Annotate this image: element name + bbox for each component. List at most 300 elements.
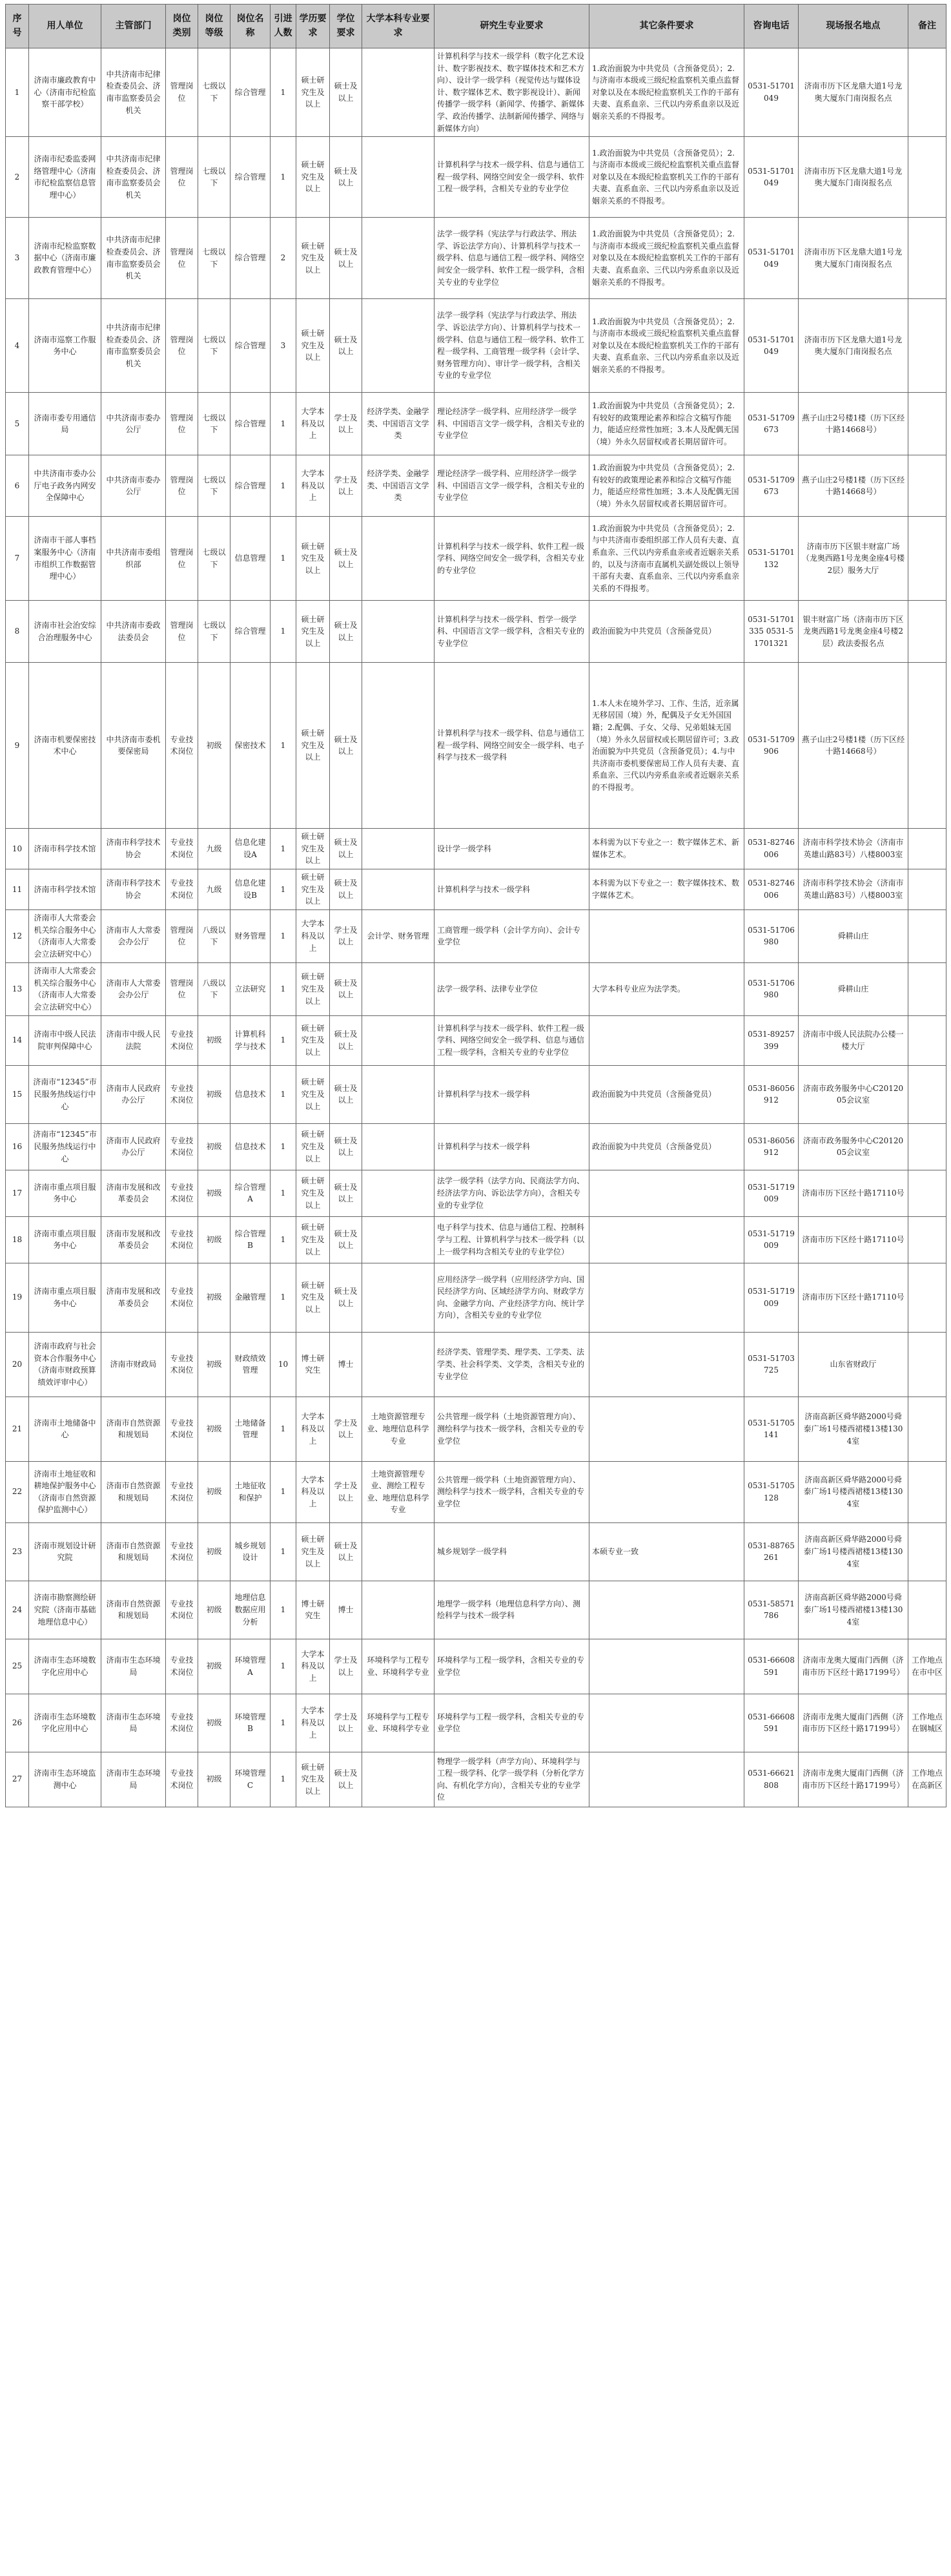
cell-post-level: 初级: [198, 1639, 230, 1694]
cell-undergrad-major: 环境科学与工程专业、环境科学专业: [362, 1639, 435, 1694]
cell-department: 济南市发展和改革委员会: [101, 1170, 166, 1216]
cell-department: 济南市生态环境局: [101, 1639, 166, 1694]
cell-degree: 硕士及以上: [330, 1170, 362, 1216]
cell-undergrad-major: [362, 1263, 435, 1332]
cell-post-level: 八级以下: [198, 962, 230, 1015]
cell-unit: 济南市纪委监委网络管理中心（济南市纪检监察信息管理中心）: [29, 137, 101, 218]
cell-education: 硕士研究生及以上: [296, 1170, 330, 1216]
cell-phone: 0531-51701049: [744, 218, 799, 299]
cell-undergrad-major: [362, 1123, 435, 1170]
cell-post-level: 初级: [198, 1015, 230, 1065]
cell-education: 硕士研究生及以上: [296, 829, 330, 869]
cell-post-name: 综合管理: [230, 455, 271, 517]
cell-index: 27: [6, 1752, 29, 1807]
cell-undergrad-major: [362, 1170, 435, 1216]
cell-post-name: 环境管理B: [230, 1694, 271, 1752]
cell-degree: 硕士及以上: [330, 1522, 362, 1581]
cell-other-requirements: [589, 1216, 744, 1263]
cell-education: 大学本科及以上: [296, 909, 330, 962]
cell-education: 大学本科及以上: [296, 1397, 330, 1461]
col-header-index: 序号: [6, 5, 29, 48]
cell-undergrad-major: [362, 1065, 435, 1123]
cell-post-name: 综合管理: [230, 137, 271, 218]
cell-registration-site: 银丰财富广场（济南市历下区龙奥西路1号龙奥金座4号楼2层）政法委报名点: [799, 601, 908, 663]
cell-index: 16: [6, 1123, 29, 1170]
cell-post-name: 综合管理: [230, 48, 271, 137]
cell-unit: 济南市干部人事档案服务中心（济南市组织工作数据管理中心）: [29, 517, 101, 601]
cell-post-category: 管理岗位: [166, 601, 198, 663]
cell-education: 硕士研究生及以上: [296, 299, 330, 393]
table-row: [6, 1015, 946, 1065]
cell-department: 济南市生态环境局: [101, 1694, 166, 1752]
cell-remarks: 工作地点在钢城区: [908, 1694, 946, 1752]
cell-post-name: 环境管理A: [230, 1639, 271, 1694]
cell-registration-site: 燕子山庄2号楼1楼（历下区经十路14668号）: [799, 455, 908, 517]
table-row: [6, 1752, 946, 1807]
cell-graduate-major: 计算机科学与技术一级学科（数字化艺术设计、数字影视技术、数字媒体技术和艺术方向）、设计学一级学科（视觉传达与媒体设计、数字媒体艺术、数字影视设计）、新闻传播学一级学科（新闻学、传播学、新媒体学、政治传播学、法制新闻传播学、网络与新媒体方向）: [435, 48, 589, 137]
cell-registration-site: 济南市龙奥大厦南门西侧（济南市历下区经十路17199号）: [799, 1752, 908, 1807]
cell-post-level: 初级: [198, 1332, 230, 1397]
cell-graduate-major: 环境科学与工程一级学科，含相关专业的专业学位: [435, 1639, 589, 1694]
cell-other-requirements: 本硕专业一致: [589, 1522, 744, 1581]
cell-post-level: 初级: [198, 1216, 230, 1263]
cell-post-level: 七级以下: [198, 455, 230, 517]
cell-registration-site: 济南高新区舜华路2000号舜泰广场1号楼西裙楼13楼1304室: [799, 1522, 908, 1581]
table-row: [6, 1694, 946, 1752]
cell-education: 硕士研究生及以上: [296, 869, 330, 909]
cell-headcount: 1: [271, 829, 296, 869]
cell-post-category: 专业技术岗位: [166, 1015, 198, 1065]
cell-registration-site: 济南市历下区经十路17110号: [799, 1216, 908, 1263]
cell-unit: 济南市生态环境数字化应用中心: [29, 1639, 101, 1694]
cell-index: 3: [6, 218, 29, 299]
cell-index: 13: [6, 962, 29, 1015]
cell-other-requirements: [589, 1461, 744, 1522]
cell-index: 22: [6, 1461, 29, 1522]
col-header-post-name: 岗位名称: [230, 5, 271, 48]
table-row: [6, 1065, 946, 1123]
cell-degree: 硕士及以上: [330, 517, 362, 601]
cell-unit: 中共济南市委办公厅电子政务内网安全保障中心: [29, 455, 101, 517]
cell-undergrad-major: 土地资源管理专业、地理信息科学专业: [362, 1397, 435, 1461]
cell-headcount: 1: [271, 1461, 296, 1522]
cell-graduate-major: 法学一级学科（宪法学与行政法学、刑法学、诉讼法学方向）、计算机科学与技术一级学科、信息与通信工程一级学科、网络空间安全一级学科、软件工程一级学科，含相关专业的专业学位: [435, 218, 589, 299]
cell-registration-site: 济南高新区舜华路2000号舜泰广场1号楼西裙楼13楼1304室: [799, 1581, 908, 1639]
cell-unit: 济南市委专用通信局: [29, 393, 101, 455]
cell-department: 济南市财政局: [101, 1332, 166, 1397]
cell-graduate-major: 计算机科学与技术一级学科、信息与通信工程一级学科、网络空间安全一级学科、电子科学与技术一级学科: [435, 663, 589, 829]
cell-degree: 硕士及以上: [330, 1015, 362, 1065]
cell-unit: 济南市勘察测绘研究院（济南市基础地理信息中心）: [29, 1581, 101, 1639]
cell-post-name: 信息化建设A: [230, 829, 271, 869]
cell-post-category: 专业技术岗位: [166, 1397, 198, 1461]
cell-post-name: 城乡规划设计: [230, 1522, 271, 1581]
cell-degree: 硕士及以上: [330, 869, 362, 909]
cell-remarks: [908, 299, 946, 393]
cell-remarks: [908, 1123, 946, 1170]
cell-headcount: 1: [271, 601, 296, 663]
cell-degree: 硕士及以上: [330, 1065, 362, 1123]
cell-degree: 硕士及以上: [330, 1752, 362, 1807]
cell-degree: 学士及以上: [330, 455, 362, 517]
cell-other-requirements: 1.政治面貌为中共党员（含预备党员）；2.有较好的政策理论素养和综合文稿写作能力，能适应经常性加班；3.本人及配偶无国（境）外永久居留权或者长期居留许可。: [589, 455, 744, 517]
cell-degree: 硕士及以上: [330, 1263, 362, 1332]
cell-phone: 0531-66608591: [744, 1694, 799, 1752]
cell-graduate-major: 地理学一级学科（地理信息科学方向）、测绘科学与技术一级学科: [435, 1581, 589, 1639]
cell-graduate-major: 公共管理一级学科（土地资源管理方向）、测绘科学与技术一级学科，含相关专业的专业学位: [435, 1397, 589, 1461]
cell-index: 1: [6, 48, 29, 137]
cell-unit: 济南市纪检监察数据中心（济南市廉政教育管理中心）: [29, 218, 101, 299]
header-row: [6, 5, 946, 48]
cell-department: 济南市自然资源和规划局: [101, 1581, 166, 1639]
cell-post-name: 土地征收和保护: [230, 1461, 271, 1522]
cell-index: 19: [6, 1263, 29, 1332]
cell-unit: 济南市生态环境数字化应用中心: [29, 1694, 101, 1752]
cell-degree: 学士及以上: [330, 1694, 362, 1752]
cell-department: 中共济南市纪律检查委员会、济南市监察委员会机关: [101, 299, 166, 393]
cell-post-category: 专业技术岗位: [166, 1332, 198, 1397]
cell-degree: 硕士及以上: [330, 962, 362, 1015]
cell-graduate-major: 物理学一级学科（声学方向）、环境科学与工程一级学科、化学一级学科（分析化学方向、有机化学方向），含相关专业的专业学位: [435, 1752, 589, 1807]
cell-registration-site: 济南高新区舜华路2000号舜泰广场1号楼西裙楼13楼1304室: [799, 1397, 908, 1461]
table-row: [6, 1170, 946, 1216]
cell-department: 济南市人民政府办公厅: [101, 1123, 166, 1170]
cell-post-category: 管理岗位: [166, 299, 198, 393]
cell-graduate-major: 环境科学与工程一级学科，含相关专业的专业学位: [435, 1694, 589, 1752]
cell-post-category: 专业技术岗位: [166, 1170, 198, 1216]
cell-remarks: 工作地点在市中区: [908, 1639, 946, 1694]
cell-undergrad-major: 环境科学与工程专业、环境科学专业: [362, 1694, 435, 1752]
cell-post-category: 专业技术岗位: [166, 1694, 198, 1752]
cell-remarks: 工作地点在高新区: [908, 1752, 946, 1807]
cell-remarks: [908, 1397, 946, 1461]
cell-headcount: 1: [271, 1694, 296, 1752]
cell-headcount: 1: [271, 48, 296, 137]
cell-registration-site: 舜耕山庄: [799, 909, 908, 962]
cell-post-category: 专业技术岗位: [166, 869, 198, 909]
cell-education: 硕士研究生及以上: [296, 1522, 330, 1581]
cell-undergrad-major: [362, 869, 435, 909]
cell-department: 济南市中级人民法院: [101, 1015, 166, 1065]
col-header-headcount: 引进人数: [271, 5, 296, 48]
cell-undergrad-major: 土地资源管理专业、测绘工程专业、地理信息科学专业: [362, 1461, 435, 1522]
cell-unit: 济南市重点项目服务中心: [29, 1170, 101, 1216]
cell-registration-site: 济南市中级人民法院办公楼一楼大厅: [799, 1015, 908, 1065]
cell-post-name: 信息技术: [230, 1065, 271, 1123]
table-row: [6, 48, 946, 137]
cell-other-requirements: [589, 909, 744, 962]
cell-degree: 硕士及以上: [330, 1123, 362, 1170]
cell-post-category: 专业技术岗位: [166, 1581, 198, 1639]
cell-education: 博士研究生: [296, 1332, 330, 1397]
cell-graduate-major: 法学一级学科（宪法学与行政法学、刑法学、诉讼法学方向）、计算机科学与技术一级学科、信息与通信工程一级学科、软件工程一级学科、工商管理一级学科（会计学、财务管理方向）、审计学一级学科，含相关专业的专业学位: [435, 299, 589, 393]
cell-unit: 济南市廉政教育中心（济南市纪检监察干部学校）: [29, 48, 101, 137]
cell-graduate-major: 计算机科学与技术一级学科: [435, 1123, 589, 1170]
cell-other-requirements: [589, 1332, 744, 1397]
cell-department: 中共济南市委办公厅: [101, 393, 166, 455]
cell-phone: 0531-51709673: [744, 393, 799, 455]
cell-department: 中共济南市纪律检查委员会、济南市监察委员会机关: [101, 48, 166, 137]
cell-graduate-major: 计算机科学与技术一级学科、软件工程一级学科、网络空间安全一级学科，含相关专业的专业学位: [435, 517, 589, 601]
col-header-undergrad-major: 大学本科专业要求: [362, 5, 435, 48]
cell-registration-site: 济南市历下区龙鼎大道1号龙奥大厦东门南岗报名点: [799, 218, 908, 299]
cell-post-level: 初级: [198, 1065, 230, 1123]
cell-phone: 0531-51719009: [744, 1170, 799, 1216]
cell-post-level: 初级: [198, 1123, 230, 1170]
cell-remarks: [908, 393, 946, 455]
cell-headcount: 1: [271, 962, 296, 1015]
cell-unit: 济南市“12345”市民服务热线运行中心: [29, 1123, 101, 1170]
cell-education: 硕士研究生及以上: [296, 1752, 330, 1807]
cell-department: 中共济南市纪律检查委员会、济南市监察委员会机关: [101, 218, 166, 299]
cell-headcount: 3: [271, 299, 296, 393]
cell-department: 中共济南市委机要保密局: [101, 663, 166, 829]
cell-department: 中共济南市委办公厅: [101, 455, 166, 517]
recruitment-table-container: [5, 4, 946, 1807]
cell-graduate-major: 经济学类、管理学类、理学类、工学类、法学类、社会科学类、文学类，含相关专业的专业学位: [435, 1332, 589, 1397]
cell-undergrad-major: [362, 48, 435, 137]
cell-other-requirements: 本科需为以下专业之一：数字媒体艺术、新媒体艺术。: [589, 829, 744, 869]
cell-education: 硕士研究生及以上: [296, 517, 330, 601]
cell-post-name: 金融管理: [230, 1263, 271, 1332]
cell-unit: 济南市科学技术馆: [29, 829, 101, 869]
table-row: [6, 1581, 946, 1639]
cell-registration-site: 济南市历下区龙鼎大道1号龙奥大厦东门南岗报名点: [799, 48, 908, 137]
col-header-remarks: 备注: [908, 5, 946, 48]
cell-department: 济南市人民政府办公厅: [101, 1065, 166, 1123]
cell-degree: 博士: [330, 1581, 362, 1639]
table-row: [6, 1639, 946, 1694]
cell-education: 大学本科及以上: [296, 393, 330, 455]
cell-graduate-major: 理论经济学一级学科、应用经济学一级学科、中国语言文学一级学科，含相关专业的专业学位: [435, 393, 589, 455]
cell-degree: 学士及以上: [330, 393, 362, 455]
cell-undergrad-major: [362, 218, 435, 299]
cell-phone: 0531-51703725: [744, 1332, 799, 1397]
col-header-post-category: 岗位类别: [166, 5, 198, 48]
cell-other-requirements: 1.政治面貌为中共党员（含预备党员）；2.与中共济南市委组织部工作人员有夫妻、直系血亲、三代以内旁系血亲或者近姻亲关系的，以及与济南市直属机关副处级以上领导干部有夫妻、直系血亲、三代以内旁系血亲关系的不得报考。: [589, 517, 744, 601]
cell-headcount: 1: [271, 1581, 296, 1639]
cell-headcount: 1: [271, 1397, 296, 1461]
cell-education: 硕士研究生及以上: [296, 1263, 330, 1332]
cell-post-level: 九级: [198, 829, 230, 869]
cell-registration-site: 燕子山庄2号楼1楼（历下区经十路14668号）: [799, 393, 908, 455]
cell-post-level: 七级以下: [198, 601, 230, 663]
col-header-phone: 咨询电话: [744, 5, 799, 48]
cell-post-category: 管理岗位: [166, 962, 198, 1015]
cell-post-category: 专业技术岗位: [166, 1461, 198, 1522]
cell-unit: 济南市人大常委会机关综合服务中心（济南市人大常委会立法研究中心）: [29, 962, 101, 1015]
cell-index: 15: [6, 1065, 29, 1123]
cell-unit: 济南市生态环境监测中心: [29, 1752, 101, 1807]
cell-undergrad-major: [362, 1752, 435, 1807]
cell-registration-site: 山东省财政厅: [799, 1332, 908, 1397]
table-row: [6, 393, 946, 455]
cell-post-category: 专业技术岗位: [166, 1065, 198, 1123]
cell-post-name: 信息管理: [230, 517, 271, 601]
cell-remarks: [908, 909, 946, 962]
cell-headcount: 1: [271, 869, 296, 909]
cell-unit: 济南市中级人民法院审判保障中心: [29, 1015, 101, 1065]
cell-post-level: 初级: [198, 1752, 230, 1807]
cell-post-category: 管理岗位: [166, 517, 198, 601]
cell-remarks: [908, 601, 946, 663]
cell-remarks: [908, 1461, 946, 1522]
table-row: [6, 962, 946, 1015]
cell-remarks: [908, 663, 946, 829]
cell-post-category: 管理岗位: [166, 218, 198, 299]
cell-education: 大学本科及以上: [296, 455, 330, 517]
cell-index: 6: [6, 455, 29, 517]
cell-index: 23: [6, 1522, 29, 1581]
cell-remarks: [908, 1015, 946, 1065]
cell-post-name: 财政绩效管理: [230, 1332, 271, 1397]
cell-graduate-major: 应用经济学一级学科（应用经济学方向、国民经济学方向、区域经济学方向、财政学方向、金融学方向、产业经济学方向、统计学方向），含相关专业的专业学位: [435, 1263, 589, 1332]
cell-index: 2: [6, 137, 29, 218]
cell-undergrad-major: 会计学、财务管理: [362, 909, 435, 962]
cell-headcount: 1: [271, 1015, 296, 1065]
cell-post-name: 信息化建设B: [230, 869, 271, 909]
cell-post-level: 七级以下: [198, 393, 230, 455]
cell-undergrad-major: 经济学类、金融学类、中国语言文学类: [362, 455, 435, 517]
cell-index: 7: [6, 517, 29, 601]
cell-headcount: 1: [271, 455, 296, 517]
table-row: [6, 663, 946, 829]
cell-post-name: 地理信息数据应用分析: [230, 1581, 271, 1639]
cell-education: 大学本科及以上: [296, 1461, 330, 1522]
cell-phone: 0531-51706980: [744, 909, 799, 962]
cell-degree: 学士及以上: [330, 1461, 362, 1522]
cell-graduate-major: 计算机科学与技术一级学科、哲学一级学科、中国语言文学一级学科，含相关专业的专业学位: [435, 601, 589, 663]
cell-index: 11: [6, 869, 29, 909]
cell-unit: 济南市重点项目服务中心: [29, 1216, 101, 1263]
cell-remarks: [908, 1216, 946, 1263]
cell-registration-site: 济南高新区舜华路2000号舜泰广场1号楼西裙楼13楼1304室: [799, 1461, 908, 1522]
table-row: [6, 1263, 946, 1332]
cell-registration-site: 济南市科学技术协会（济南市英雄山路83号）八楼8003室: [799, 869, 908, 909]
cell-graduate-major: 计算机科学与技术一级学科、信息与通信工程一级学科、网络空间安全一级学科、软件工程一级学科，含相关专业的专业学位: [435, 137, 589, 218]
cell-undergrad-major: [362, 1015, 435, 1065]
cell-post-name: 综合管理: [230, 218, 271, 299]
cell-unit: 济南市“12345”市民服务热线运行中心: [29, 1065, 101, 1123]
cell-phone: 0531-51719009: [744, 1216, 799, 1263]
cell-post-category: 专业技术岗位: [166, 829, 198, 869]
cell-unit: 济南市机要保密技术中心: [29, 663, 101, 829]
cell-other-requirements: 大学本科专业应为法学类。: [589, 962, 744, 1015]
cell-other-requirements: 政治面貌为中共党员（含预备党员）: [589, 1123, 744, 1170]
cell-phone: 0531-88765261: [744, 1522, 799, 1581]
cell-phone: 0531-58571786: [744, 1581, 799, 1639]
cell-undergrad-major: [362, 829, 435, 869]
cell-education: 硕士研究生及以上: [296, 48, 330, 137]
table-row: [6, 137, 946, 218]
cell-remarks: [908, 455, 946, 517]
cell-index: 12: [6, 909, 29, 962]
cell-headcount: 1: [271, 1123, 296, 1170]
cell-unit: 济南市重点项目服务中心: [29, 1263, 101, 1332]
cell-graduate-major: 工商管理一级学科（会计学方向）、会计专业学位: [435, 909, 589, 962]
cell-other-requirements: [589, 1170, 744, 1216]
table-row: [6, 909, 946, 962]
cell-other-requirements: 1.政治面貌为中共党员（含预备党员）；2.与济南市本级或三级纪检监察机关重点监督对象以及在本级纪检监察机关工作的干部有夫妻、直系血亲、三代以内旁系血亲以及近姻亲关系的不得报考。: [589, 218, 744, 299]
cell-headcount: 1: [271, 1263, 296, 1332]
cell-post-category: 管理岗位: [166, 393, 198, 455]
cell-other-requirements: [589, 1015, 744, 1065]
cell-phone: 0531-51719009: [744, 1263, 799, 1332]
cell-headcount: 1: [271, 1522, 296, 1581]
cell-post-level: 七级以下: [198, 48, 230, 137]
cell-headcount: 1: [271, 1639, 296, 1694]
cell-post-level: 八级以下: [198, 909, 230, 962]
cell-post-category: 专业技术岗位: [166, 1263, 198, 1332]
cell-department: 济南市人大常委会办公厅: [101, 909, 166, 962]
cell-department: 济南市科学技术协会: [101, 829, 166, 869]
cell-index: 18: [6, 1216, 29, 1263]
col-header-degree: 学位要求: [330, 5, 362, 48]
cell-degree: 硕士及以上: [330, 137, 362, 218]
cell-education: 大学本科及以上: [296, 1639, 330, 1694]
table-row: [6, 601, 946, 663]
cell-unit: 济南市巡察工作服务中心: [29, 299, 101, 393]
cell-post-category: 管理岗位: [166, 48, 198, 137]
cell-education: 硕士研究生及以上: [296, 962, 330, 1015]
cell-headcount: 1: [271, 1065, 296, 1123]
cell-post-level: 初级: [198, 1581, 230, 1639]
cell-registration-site: 济南市科学技术协会（济南市英雄山路83号）八楼8003室: [799, 829, 908, 869]
cell-graduate-major: 城乡规划学一级学科: [435, 1522, 589, 1581]
cell-phone: 0531-51701335 0531-51701321: [744, 601, 799, 663]
table-row: [6, 1216, 946, 1263]
cell-other-requirements: 本科需为以下专业之一：数字媒体技术、数字媒体艺术。: [589, 869, 744, 909]
cell-degree: 博士: [330, 1332, 362, 1397]
cell-department: 中共济南市委组织部: [101, 517, 166, 601]
cell-post-name: 环境管理C: [230, 1752, 271, 1807]
cell-post-level: 七级以下: [198, 299, 230, 393]
cell-other-requirements: 1.政治面貌为中共党员（含预备党员）；2.与济南市本级或三级纪检监察机关重点监督对象以及在本级纪检监察机关工作的干部有夫妻、直系血亲、三代以内旁系血亲以及近姻亲关系的不得报考。: [589, 48, 744, 137]
cell-other-requirements: [589, 1694, 744, 1752]
cell-remarks: [908, 1332, 946, 1397]
cell-post-level: 九级: [198, 869, 230, 909]
cell-education: 硕士研究生及以上: [296, 663, 330, 829]
cell-department: 中共济南市纪律检查委员会、济南市监察委员会机关: [101, 137, 166, 218]
cell-graduate-major: 电子科学与技术、信息与通信工程、控制科学与工程、计算机科学与技术一级学科（以上一级学科均含相关专业的专业学位）: [435, 1216, 589, 1263]
table-row: [6, 455, 946, 517]
cell-undergrad-major: [362, 299, 435, 393]
cell-other-requirements: 政治面貌为中共党员（含预备党员）: [589, 601, 744, 663]
cell-index: 8: [6, 601, 29, 663]
cell-registration-site: 济南市历下区经十路17110号: [799, 1170, 908, 1216]
cell-graduate-major: 计算机科学与技术一级学科: [435, 869, 589, 909]
table-row: [6, 869, 946, 909]
cell-unit: 济南市土地储备中心: [29, 1397, 101, 1461]
cell-unit: 济南市规划设计研究院: [29, 1522, 101, 1581]
cell-index: 10: [6, 829, 29, 869]
cell-post-level: 七级以下: [198, 137, 230, 218]
cell-phone: 0531-51705141: [744, 1397, 799, 1461]
cell-post-level: 初级: [198, 1397, 230, 1461]
cell-phone: 0531-51701049: [744, 137, 799, 218]
cell-other-requirements: 1.政治面貌为中共党员（含预备党员）；2.与济南市本级或三级纪检监察机关重点监督对象以及在本级纪检监察机关工作的干部有夫妻、直系血亲、三代以内旁系血亲以及近姻亲关系的不得报考。: [589, 299, 744, 393]
cell-registration-site: 济南市历下区银丰财富广场（龙奥西路1号龙奥金座4号楼2层）服务大厅: [799, 517, 908, 601]
cell-undergrad-major: 经济学类、金融学类、中国语言文学类: [362, 393, 435, 455]
cell-post-name: 综合管理A: [230, 1170, 271, 1216]
cell-other-requirements: [589, 1263, 744, 1332]
cell-undergrad-major: [362, 663, 435, 829]
cell-education: 硕士研究生及以上: [296, 1216, 330, 1263]
cell-index: 25: [6, 1639, 29, 1694]
cell-phone: 0531-82746006: [744, 829, 799, 869]
cell-department: 中共济南市委政法委员会: [101, 601, 166, 663]
cell-post-name: 综合管理: [230, 601, 271, 663]
